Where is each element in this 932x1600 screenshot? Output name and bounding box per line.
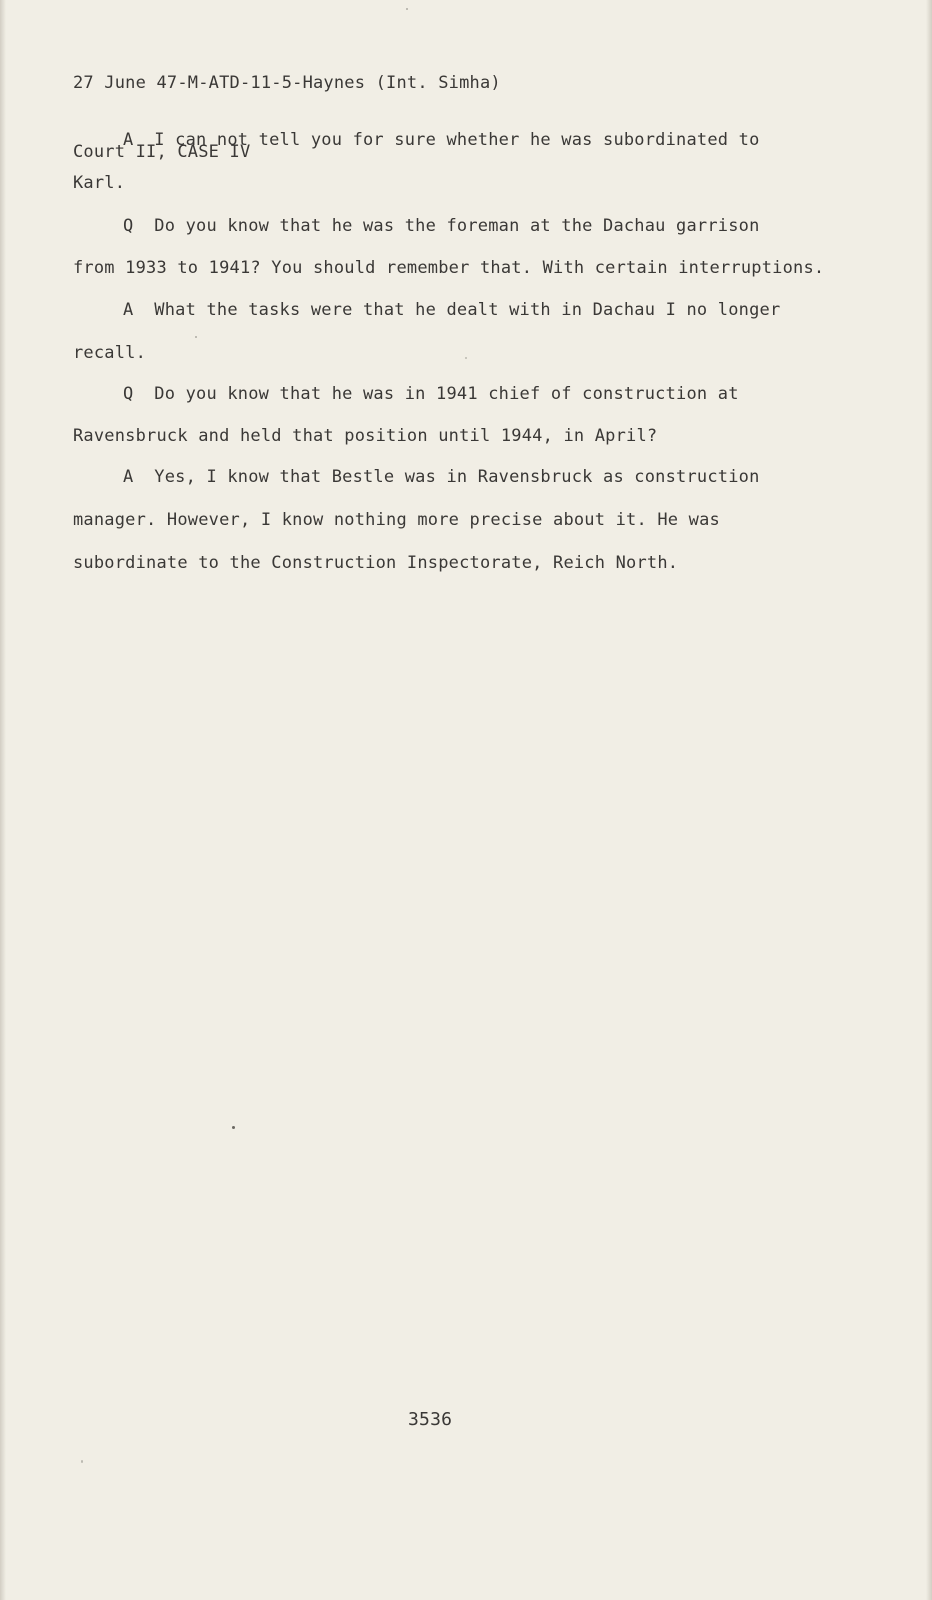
transcript-line: subordinate to the Construction Inspectorate, Reich North. [73,553,679,573]
paper-speck [465,357,467,359]
transcript-line: Ravensbruck and held that position until 1944, in April? [73,426,658,446]
transcript-line: A Yes, I know that Bestle was in Ravensbruck as construction [123,467,760,487]
document-header [73,26,501,210]
paper-speck [406,8,408,10]
transcript-line: manager. However, I know nothing more precise about it. He was [73,510,720,530]
transcript-line: recall. [73,343,147,363]
page-number: 3536 [408,1409,453,1430]
transcript-line: Karl. [73,173,126,193]
header-line-court-case: Court II, CASE IV [73,142,251,162]
paper-speck [195,336,197,338]
transcript-line: Q Do you know that he was the foreman at the Dachau garrison [123,216,760,236]
header-line-date-reference: 27 June 47-M-ATD-11-5-Haynes (Int. Simha) [73,73,501,93]
paper-speck [81,1460,83,1463]
transcript-line: A What the tasks were that he dealt with in Dachau I no longer [123,300,781,320]
transcript-line: from 1933 to 1941? You should remember that. With certain interruptions. [73,258,825,278]
left-edge-shadow [0,0,6,1600]
transcript-line: Q Do you know that he was in 1941 chief of construction at [123,384,739,404]
paper-speck [232,1126,235,1129]
right-edge-shadow [926,0,932,1600]
transcript-line: A I can not tell you for sure whether he was subordinated to [123,130,760,150]
